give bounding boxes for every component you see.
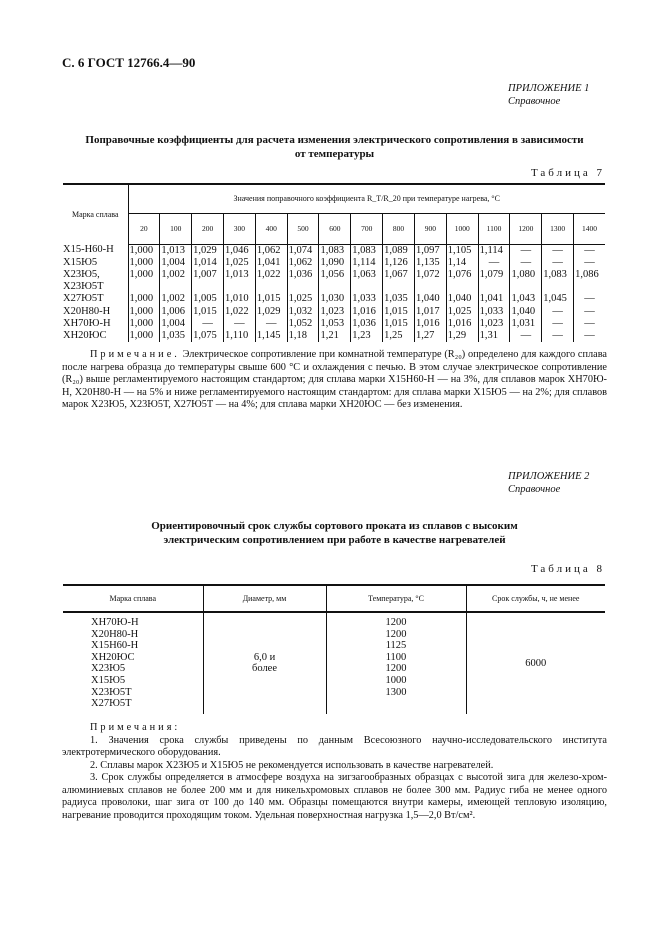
coefficient-cell: 1,000: [128, 330, 160, 342]
note-item: 3. Срок службы определяется в атмосфере воздуха на зигзагообразных образцах с высотой зига для железо-хром-алюминиевых сплавов не более 200 мм и для никельхромовых сплавов не более 300 мм. Радиус гиба не менее одного радиуса проволоки, шаг зига от 100 до 140 мм. Образцы помещаются внутри камеры, имеющей тепловую изоляцию, нагревание проводится проходящим током. Удельная поверхностная нагрузка 1,5—2,0 Вт/см².: [62, 772, 607, 821]
temp-header: 1400: [574, 213, 605, 244]
coefficient-cell: 1,036: [351, 318, 383, 330]
temp-header: 1100: [478, 213, 510, 244]
table-row: [63, 293, 605, 305]
temp-header: 900: [414, 213, 446, 244]
alloy-name: Х15-Н60-Н: [63, 244, 114, 256]
coefficient-cell: 1,21: [319, 330, 351, 342]
alloy-name: Х15Ю5: [63, 256, 98, 268]
coefficient-cell: 1,033: [351, 293, 383, 305]
alloy-name: Х27Ю5Т: [63, 293, 104, 305]
coefficient-cell: —: [223, 318, 255, 330]
coefficient-cell: 1,072: [414, 269, 446, 281]
coefficient-cell: 1,033: [478, 306, 510, 318]
coefficient-cell: 1,29: [446, 330, 478, 342]
coefficient-cell: 1,000: [128, 306, 160, 318]
coefficient-cell: 1,083: [542, 269, 574, 281]
coefficient-cell: [510, 281, 542, 293]
coefficient-cell: [128, 281, 160, 293]
table-7: [63, 183, 605, 342]
coefficient-cell: —: [510, 257, 542, 269]
note-1: [62, 349, 607, 412]
coefficient-cell: 1,062: [255, 244, 287, 257]
table-row: [63, 306, 605, 318]
coefficient-cell: —: [510, 244, 542, 257]
coefficient-cell: 1,030: [319, 293, 351, 305]
coefficient-cell: —: [542, 306, 574, 318]
coefficient-cell: 1,032: [287, 306, 319, 318]
temperature-value: 1000: [385, 674, 407, 686]
diameter-cell: [203, 612, 326, 714]
coefficient-cell: 1,075: [192, 330, 224, 342]
coefficient-cell: 1,000: [128, 269, 160, 281]
coefficient-cell: 1,076: [446, 269, 478, 281]
coefficient-cell: 1,022: [255, 269, 287, 281]
coefficient-cell: —: [510, 330, 542, 342]
coefficient-cell: 1,31: [478, 330, 510, 342]
coefficient-cell: 1,013: [223, 269, 255, 281]
coefficient-cell: 1,110: [223, 330, 255, 342]
temperature-value: 1200: [385, 663, 407, 675]
table-row: [63, 269, 605, 281]
note-1-text: Электрическое сопротивление при комнатной температуре (R₂₀) определено для каждого сплава после нагрева образца до температуры свыше 600 °С и охлаждения с печью. В этом случае электрическое сопротивление (R₂₀) выше регламентируемого настоящим стандартом; для сплава марки Х15Н60-Н — на 3%, для сплавов марок ХН70Ю-Н, Х20Н80-Н — на 5% и ниже регламентируемого настоящим стандартом: для сплава марки Х15Ю5 — на 2%; для сплавов марок Х23Ю5, Х23Ю5Т, Х27Ю5Т — на 4%; для сплава марки ХН20ЮС — без изменения.: [62, 349, 607, 410]
coefficient-cell: —: [192, 318, 224, 330]
coefficient-cell: [160, 281, 192, 293]
coefficient-cell: 1,013: [160, 244, 192, 257]
coefficient-cell: [223, 281, 255, 293]
coefficient-cell: 1,025: [223, 257, 255, 269]
alloy-name: Х15Ю5: [91, 674, 126, 686]
coefficient-cell: [446, 281, 478, 293]
coefficient-cell: 1,083: [319, 244, 351, 257]
coefficient-cell: [319, 281, 351, 293]
note-item: 1. Значения срока службы приведены по данным Всесоюзного научно-исследовательского института электротермического оборудования.: [62, 734, 607, 758]
coefficient-cell: 1,005: [192, 293, 224, 305]
coefficient-cell: [287, 281, 319, 293]
coefficient-cell: —: [542, 318, 574, 330]
table-row: [63, 330, 605, 342]
coefficient-cell: 1,080: [510, 269, 542, 281]
coefficient-cell: 1,002: [160, 293, 192, 305]
coefficient-cell: 1,015: [192, 306, 224, 318]
coefficient-cell: —: [255, 318, 287, 330]
coefficient-cell: [478, 281, 510, 293]
coefficient-cell: 1,063: [351, 269, 383, 281]
coefficient-cell: 1,035: [383, 293, 415, 305]
alloy-list: [63, 612, 203, 714]
coefficient-cell: 1,052: [287, 318, 319, 330]
coefficient-cell: 1,040: [414, 293, 446, 305]
temp-header: 600: [319, 213, 351, 244]
col-group-header: Значения поправочного коэффициента R_T/R_20 при температуре нагрева, °С: [128, 184, 605, 213]
alloy-name: Х23Ю5Т: [63, 281, 104, 293]
temp-header: 700: [351, 213, 383, 244]
title-1: Поправочные коэффициенты для расчета изменения электрического сопротивления в зависимости от температуры: [85, 134, 584, 160]
appendix-2: [508, 470, 589, 496]
alloy-name: ХН20ЮС: [91, 651, 135, 663]
temperature-value: 1200: [385, 628, 407, 640]
coefficient-cell: 1,015: [383, 306, 415, 318]
coefficient-cell: 1,004: [160, 257, 192, 269]
alloy-name: Х23Ю5: [91, 663, 126, 675]
temp-header: 800: [383, 213, 415, 244]
coefficient-cell: 1,079: [478, 269, 510, 281]
coefficient-cell: 1,086: [574, 269, 605, 281]
coefficient-cell: 1,016: [351, 306, 383, 318]
appendix-2-type: Справочное: [508, 484, 561, 495]
table-8: [63, 584, 605, 714]
col-header-alloy: Марка сплава: [63, 585, 203, 612]
alloy-name: ХН70Ю-Н: [91, 617, 139, 628]
coefficient-cell: 1,105: [446, 244, 478, 257]
temperature-value: 1100: [385, 651, 407, 663]
notes-2-label: Примечания:: [90, 722, 181, 733]
coefficient-cell: 1,017: [414, 306, 446, 318]
coefficient-cell: —: [542, 244, 574, 257]
coefficient-cell: 1,25: [383, 330, 415, 342]
coefficient-cell: [542, 281, 574, 293]
alloy-name: Х15Н60-Н: [91, 640, 139, 652]
coefficient-cell: 1,135: [414, 257, 446, 269]
coefficient-cell: 1,083: [351, 244, 383, 257]
coefficient-cell: 1,023: [478, 318, 510, 330]
appendix-1: [508, 82, 589, 108]
diameter-value: более: [251, 663, 277, 675]
diameter-value: 6,0 и: [253, 651, 276, 663]
coefficient-cell: 1,097: [414, 244, 446, 257]
temp-header: 1000: [446, 213, 478, 244]
alloy-name: Х23Ю5Т: [91, 686, 132, 698]
coefficient-cell: 1,056: [319, 269, 351, 281]
coefficient-cell: 1,041: [255, 257, 287, 269]
alloy-name: Х20Н80-Н: [63, 305, 111, 317]
coefficient-cell: 1,007: [192, 269, 224, 281]
coefficient-cell: —: [542, 257, 574, 269]
note-1-label: Примечание.: [90, 349, 180, 360]
temperature-value: 1200: [385, 617, 407, 628]
coefficient-cell: 1,023: [319, 306, 351, 318]
coefficient-cell: 1,040: [446, 293, 478, 305]
coefficient-cell: 1,046: [223, 244, 255, 257]
coefficient-cell: 1,025: [287, 293, 319, 305]
coefficient-cell: 1,015: [255, 293, 287, 305]
coefficient-cell: —: [574, 318, 605, 330]
coefficient-cell: 1,000: [128, 257, 160, 269]
temperature-value: 1300: [385, 686, 407, 698]
title-2: Ориентировочный срок службы сортового проката из сплавов с высоким электрическим сопротивлением при работе в качестве нагревателей: [151, 520, 518, 546]
coefficient-cell: [414, 281, 446, 293]
temp-header: 200: [192, 213, 224, 244]
alloy-name: ХН20ЮС: [63, 329, 107, 341]
coefficient-cell: 1,040: [510, 306, 542, 318]
coefficient-cell: —: [542, 330, 574, 342]
coefficient-cell: 1,27: [414, 330, 446, 342]
coefficient-cell: 1,014: [192, 257, 224, 269]
table-row: [63, 281, 605, 293]
coefficient-cell: 1,114: [478, 244, 510, 257]
coefficient-cell: 1,002: [160, 269, 192, 281]
coefficient-cell: 1,022: [223, 306, 255, 318]
coefficient-cell: 1,090: [319, 257, 351, 269]
coefficient-cell: 1,041: [478, 293, 510, 305]
coefficient-cell: 1,036: [287, 269, 319, 281]
coefficient-cell: 1,029: [255, 306, 287, 318]
coefficient-cell: —: [574, 244, 605, 257]
coefficient-cell: —: [574, 293, 605, 305]
table-row: [63, 318, 605, 330]
temp-header: 1200: [510, 213, 542, 244]
coefficient-cell: 1,045: [542, 293, 574, 305]
table-row: [63, 244, 605, 257]
appendix-1-type: Справочное: [508, 96, 561, 107]
temp-header: 400: [255, 213, 287, 244]
coefficient-cell: [192, 281, 224, 293]
alloy-name: Х23Ю5,: [63, 268, 100, 280]
coefficient-cell: 1,016: [446, 318, 478, 330]
notes-2: [62, 722, 607, 822]
coefficient-cell: [351, 281, 383, 293]
coefficient-cell: 1,114: [351, 257, 383, 269]
life-cell: 6000: [466, 612, 605, 714]
coefficient-cell: 1,053: [319, 318, 351, 330]
coefficient-cell: 1,089: [383, 244, 415, 257]
coefficient-cell: 1,016: [414, 318, 446, 330]
temp-header: 100: [160, 213, 192, 244]
coefficient-cell: —: [574, 257, 605, 269]
coefficient-cell: 1,126: [383, 257, 415, 269]
coefficient-cell: 1,000: [128, 318, 160, 330]
temperature-list: [326, 612, 466, 714]
coefficient-cell: 1,025: [446, 306, 478, 318]
coefficient-cell: 1,010: [223, 293, 255, 305]
coefficient-cell: 1,18: [287, 330, 319, 342]
table-7-label: Таблица 7: [530, 167, 605, 179]
coefficient-cell: [255, 281, 287, 293]
coefficient-cell: —: [574, 306, 605, 318]
appendix-2-title: ПРИЛОЖЕНИЕ 2: [508, 471, 590, 482]
temperature-value: 1125: [385, 640, 407, 652]
coefficient-cell: [574, 281, 605, 293]
temp-header: 20: [128, 213, 160, 244]
col-header-temperature: Температура, °С: [326, 585, 466, 612]
coefficient-cell: —: [574, 330, 605, 342]
page-header: С. 6 ГОСТ 12766.4—90: [62, 55, 196, 70]
temp-header: 300: [223, 213, 255, 244]
coefficient-cell: 1,23: [351, 330, 383, 342]
alloy-name: Х27Ю5Т: [91, 698, 132, 710]
note-item: 2. Сплавы марок Х23Ю5 и Х15Ю5 не рекомендуется использовать в качестве нагревателей.: [90, 759, 494, 771]
alloy-name: Х20Н80-Н: [91, 628, 139, 640]
table-row: [63, 257, 605, 269]
coefficient-cell: 1,14: [446, 257, 478, 269]
coefficient-cell: [383, 281, 415, 293]
coefficient-cell: 1,067: [383, 269, 415, 281]
coefficient-cell: 1,029: [192, 244, 224, 257]
coefficient-cell: 1,015: [383, 318, 415, 330]
coefficient-cell: 1,062: [287, 257, 319, 269]
temp-header: 1300: [542, 213, 574, 244]
coefficient-cell: 1,035: [160, 330, 192, 342]
col-header-diameter: Диаметр, мм: [203, 585, 326, 612]
coefficient-cell: —: [478, 257, 510, 269]
temp-header: 500: [287, 213, 319, 244]
appendix-1-title: ПРИЛОЖЕНИЕ 1: [508, 83, 590, 94]
coefficient-cell: 1,074: [287, 244, 319, 257]
coefficient-cell: 1,004: [160, 318, 192, 330]
coefficient-cell: 1,006: [160, 306, 192, 318]
coefficient-cell: 1,145: [255, 330, 287, 342]
coefficient-cell: 1,031: [510, 318, 542, 330]
coefficient-cell: 1,000: [128, 293, 160, 305]
col-header-alloy: Марка сплава: [71, 210, 119, 219]
coefficient-cell: 1,043: [510, 293, 542, 305]
table-8-label: Таблица 8: [530, 563, 605, 575]
alloy-name: ХН70Ю-Н: [63, 317, 111, 329]
coefficient-cell: 1,000: [128, 244, 160, 257]
col-header-life: Срок службы, ч, не менее: [466, 585, 605, 612]
